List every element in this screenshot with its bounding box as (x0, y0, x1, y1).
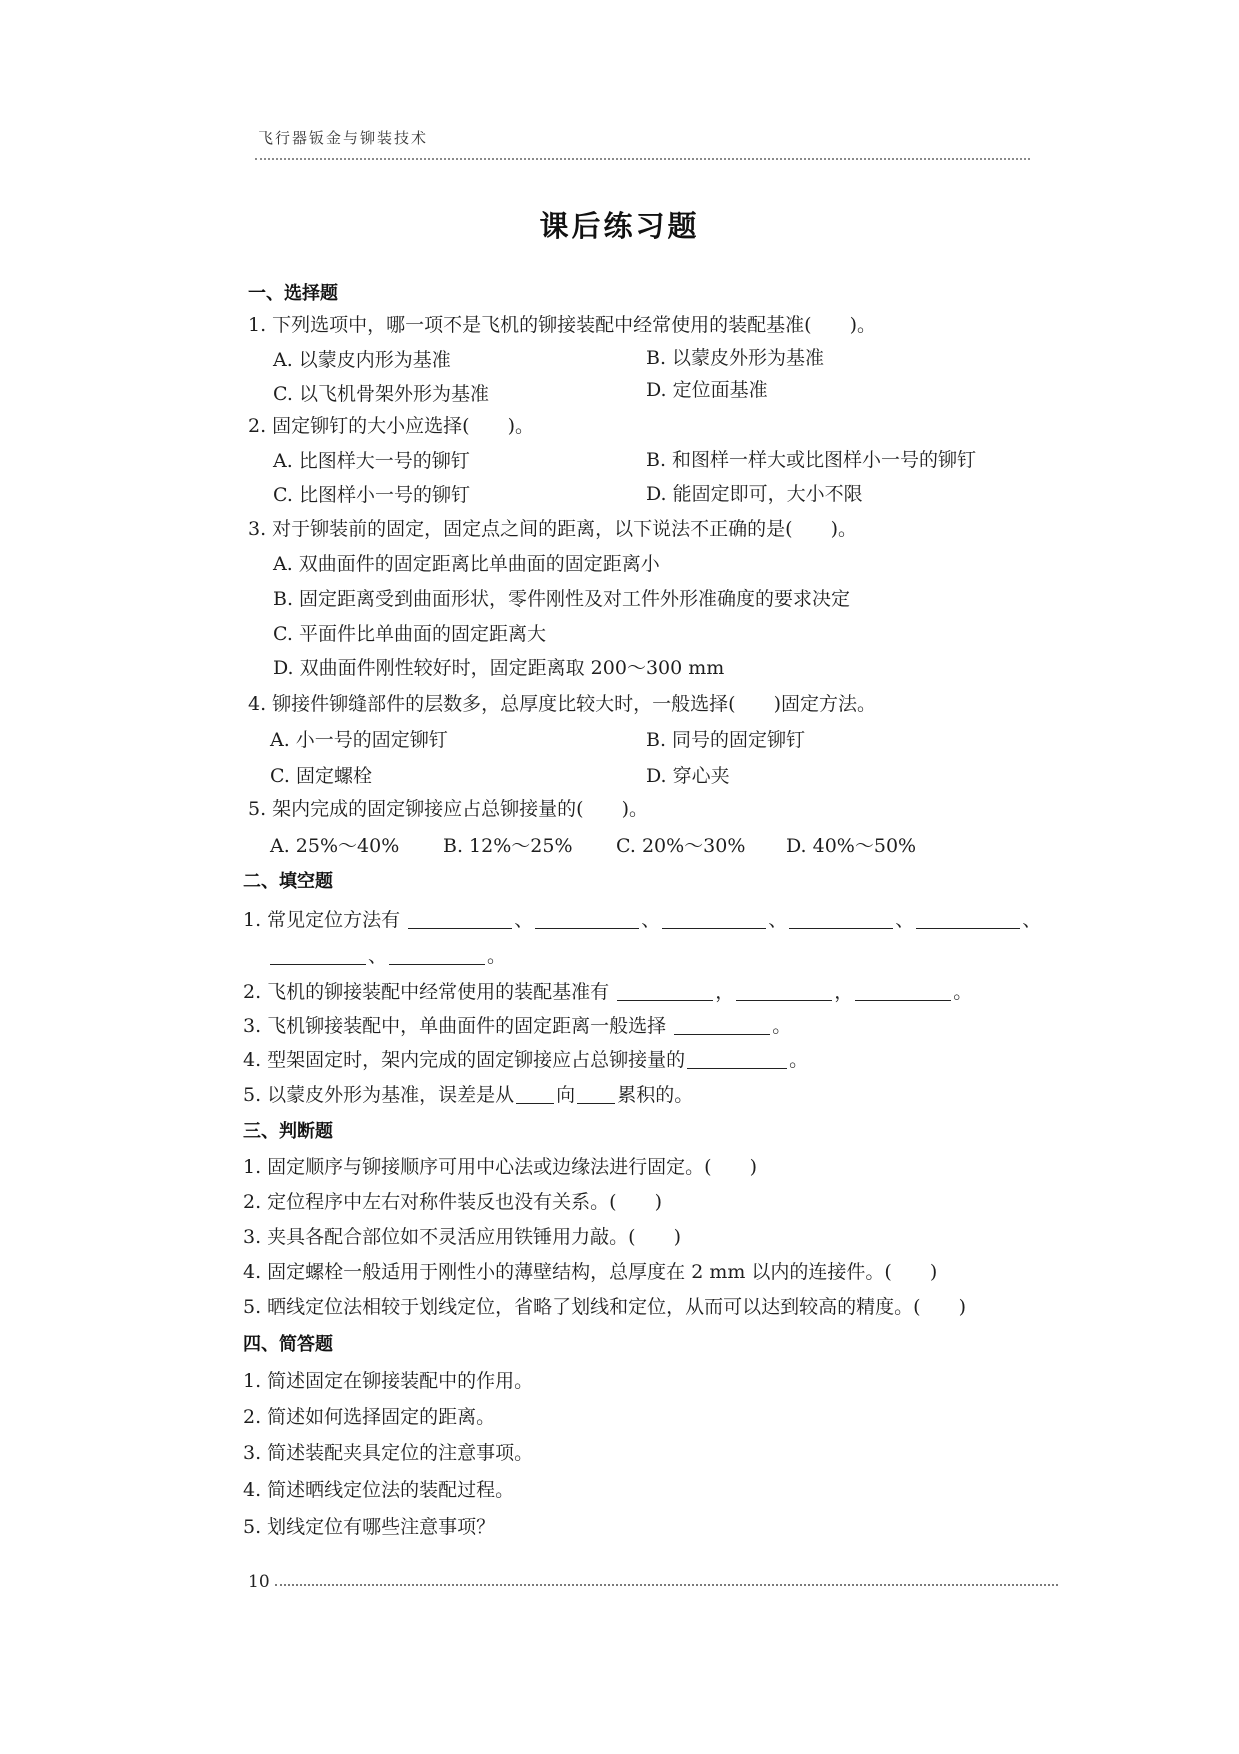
choice-q1-option-b: B. 以蒙皮外形为基准 (646, 347, 825, 369)
fill-blank[interactable] (736, 982, 832, 1001)
choice-q2-option-b: B. 和图样一样大或比图样小一号的铆钉 (646, 449, 977, 471)
fill-blank[interactable] (789, 910, 893, 929)
page-number: 10 (248, 1572, 270, 1592)
short-answer-item-2: 2. 简述如何选择固定的距离。 (243, 1406, 496, 1428)
choice-q4-option-a: A. 小一号的固定铆钉 (270, 729, 448, 751)
choice-q4-option-d: D. 穿心夹 (646, 765, 730, 787)
choice-q2-stem: 2. 固定铆钉的大小应选择( )。 (248, 415, 534, 437)
choice-q1-option-a: A. 以蒙皮内形为基准 (273, 349, 451, 371)
fill-blank[interactable] (535, 910, 639, 929)
fill-blank[interactable] (674, 1016, 770, 1035)
fill-blank[interactable] (662, 910, 766, 929)
fill-q4-text: 4. 型架固定时，架内完成的固定铆接应占总铆接量的 (243, 1049, 686, 1071)
fill-q2-text: 2. 飞机的铆接装配中经常使用的装配基准有 (243, 981, 610, 1003)
page-title: 课后练习题 (539, 209, 700, 243)
choice-q2-option-d: D. 能固定即可，大小不限 (646, 483, 863, 505)
section-heading-choice: 一、选择题 (248, 283, 338, 304)
choice-q5-option-b: B. 12%～25% (443, 835, 573, 857)
section-heading-judge: 三、判断题 (243, 1121, 333, 1142)
fill-blank[interactable] (270, 946, 366, 965)
fill-q3-text: 3. 飞机铆接装配中，单曲面件的固定距离一般选择 (243, 1015, 667, 1037)
choice-q1-option-d: D. 定位面基准 (646, 379, 768, 401)
fill-q5 (243, 1083, 693, 1107)
judge-item-1: 1. 固定顺序与铆接顺序可用中心法或边缘法进行固定。( ) (243, 1156, 757, 1178)
fill-blank[interactable] (577, 1085, 615, 1104)
choice-q4-option-b: B. 同号的固定铆钉 (646, 729, 806, 751)
judge-item-5: 5. 晒线定位法相较于划线定位，省略了划线和定位，从而可以达到较高的精度。( ) (243, 1296, 966, 1318)
fill-blank[interactable] (687, 1050, 787, 1069)
fill-q1-cont: 、 。 (268, 944, 506, 968)
choice-q5-option-d: D. 40%～50% (786, 835, 917, 857)
choice-q3-option-a: A. 双曲面件的固定距离比单曲面的固定距离小 (273, 553, 660, 575)
fill-q4: 4. 型架固定时，架内完成的固定铆接应占总铆接量的 。 (243, 1049, 809, 1071)
judge-item-4: 4. 固定螺栓一般适用于刚性小的薄壁结构，总厚度在 2 mm 以内的连接件。( ) (243, 1261, 938, 1283)
running-head: 飞行器钣金与铆装技术 (258, 129, 429, 147)
fill-q1: 1. 常见定位方法有 、 、 、 、 、 (243, 909, 1042, 931)
judge-item-3: 3. 夹具各配合部位如不灵活应用铁锤用力敲。( ) (243, 1226, 681, 1248)
fill-q2: 2. 飞机的铆接装配中经常使用的装配基准有 ， ， 。 (243, 981, 973, 1003)
choice-q2-option-c: C. 比图样小一号的铆钉 (273, 484, 470, 506)
fill-blank[interactable] (516, 1085, 554, 1104)
choice-q3-option-c: C. 平面件比单曲面的固定距离大 (273, 623, 546, 645)
short-answer-item-3: 3. 简述装配夹具定位的注意事项。 (243, 1442, 534, 1464)
fill-q5-text-a: 5. 以蒙皮外形为基准，误差是从 (243, 1084, 515, 1106)
choice-q3-stem: 3. 对于铆装前的固定，固定点之间的距离，以下说法不正确的是( )。 (248, 518, 857, 540)
choice-q3-option-b: B. 固定距离受到曲面形状，零件刚性及对工件外形准确度的要求决定 (273, 588, 851, 610)
fill-q5-text-b: 向 (556, 1084, 576, 1106)
fill-blank[interactable] (617, 982, 713, 1001)
choice-q3-option-d: D. 双曲面件刚性较好时，固定距离取 200～300 mm (273, 657, 725, 679)
short-answer-item-4: 4. 简述晒线定位法的装配过程。 (243, 1479, 515, 1501)
choice-q5-option-c: C. 20%～30% (616, 835, 746, 857)
short-answer-item-1: 1. 简述固定在铆接装配中的作用。 (243, 1370, 534, 1392)
short-answer-item-5: 5. 划线定位有哪些注意事项？ (243, 1516, 496, 1538)
choice-q4-stem: 4. 铆接件铆缝部件的层数多，总厚度比较大时，一般选择( )固定方法。 (248, 693, 876, 715)
choice-q5-option-a: A. 25%～40% (270, 835, 400, 857)
choice-q2-option-a: A. 比图样大一号的铆钉 (273, 450, 470, 472)
fill-blank[interactable] (408, 910, 512, 929)
fill-blank[interactable] (855, 982, 951, 1001)
fill-q1-text: 1. 常见定位方法有 (243, 909, 401, 931)
fill-blank[interactable] (916, 910, 1020, 929)
fill-q5-text-c: 累积的。 (617, 1084, 694, 1106)
choice-q4-option-c: C. 固定螺栓 (270, 765, 372, 787)
footer-dotted-rule (275, 1584, 1058, 1586)
choice-q1-option-c: C. 以飞机骨架外形为基准 (273, 383, 489, 405)
section-heading-short-answer: 四、简答题 (243, 1334, 333, 1355)
choice-q1-stem: 1. 下列选项中，哪一项不是飞机的铆接装配中经常使用的装配基准( )。 (248, 314, 876, 336)
judge-item-2: 2. 定位程序中左右对称件装反也没有关系。( ) (243, 1191, 662, 1213)
fill-q3: 3. 飞机铆接装配中，单曲面件的固定距离一般选择 。 (243, 1015, 792, 1037)
choice-q5-stem: 5. 架内完成的固定铆接应占总铆接量的( )。 (248, 798, 648, 820)
fill-blank[interactable] (389, 946, 485, 965)
section-heading-fill: 二、填空题 (243, 871, 333, 892)
